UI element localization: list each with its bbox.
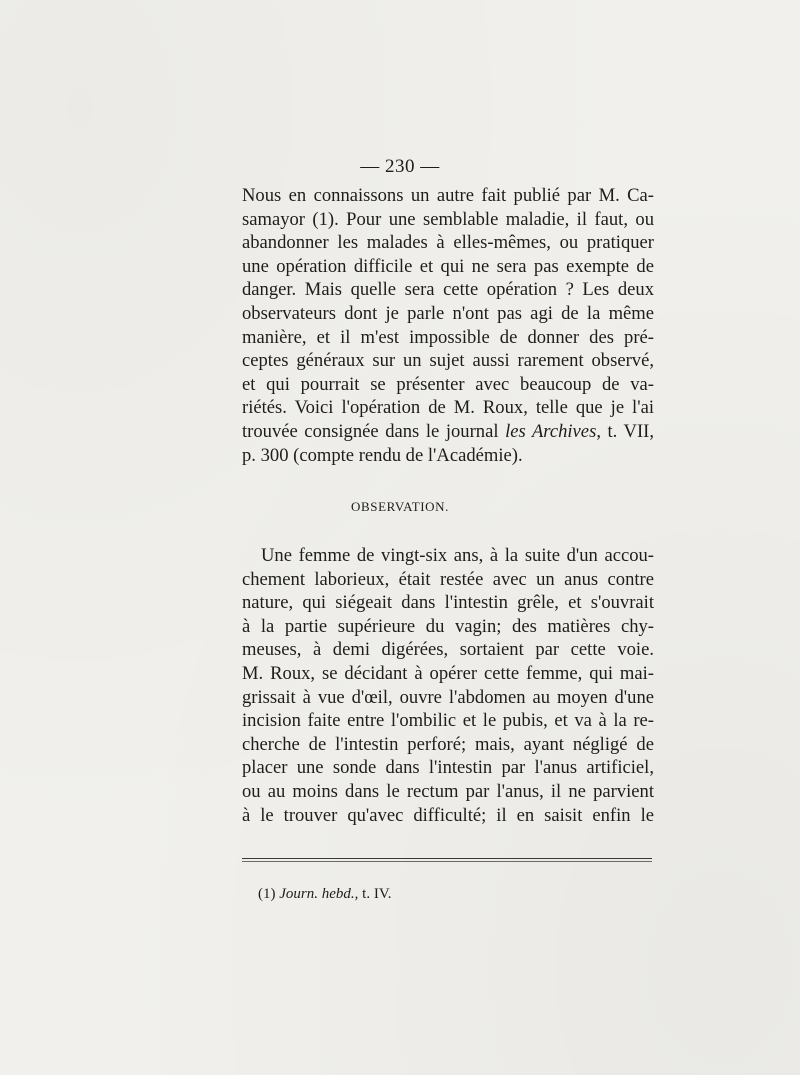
journal-title: les Archives [505,420,597,442]
text-line: incision faite entre l'ombilic et le pubis, et va à la re- [242,710,654,732]
text-line: placer une sonde dans l'intestin par l'anus artificiel, [242,757,654,779]
text-line: chement laborieux, était restée avec un anus contre [242,568,654,590]
text-line: observateurs dont je parle n'ont pas agi de la même [242,302,654,324]
text-line-journal-reference [242,420,654,444]
text-line: samayor (1). Pour une semblable maladie, il faut, ou [242,208,654,230]
text-line: riétés. Voici l'opération de M. Roux, telle que je l'ai [242,397,654,419]
text-line: manière, et il m'est impossible de donner des pré- [242,326,654,348]
footnote-marker: (1) [258,886,280,902]
text-line: et qui pourrait se présenter avec beaucoup de va- [242,373,654,395]
text-line: p. 300 (compte rendu de l'Académie). [242,444,523,466]
text-line: à le trouver qu'avec difficulté; il en saisit enfin le [242,804,654,826]
page-number: — 230 — [360,156,440,177]
text-line: ou au moins dans le rectum par l'anus, il ne parvient [242,780,654,802]
footnote-journal: Journ. hebd. [279,886,355,902]
text-line: une opération difficile et qui ne sera pas exempte de [242,255,654,277]
text-line: grissait à vue d'œil, ouvre l'abdomen au moyen d'une [242,686,654,708]
footnote [258,886,391,903]
footnote-divider-thin [242,861,652,862]
text-line: ceptes généraux sur un sujet aussi rarement observé, [242,350,654,372]
paragraph-1 [242,184,654,467]
text-line: Une femme de vingt-six ans, à la suite d'un accou- [261,545,654,566]
text-line: Nous en connaissons un autre fait publié par M. Ca- [242,185,654,206]
text-line: M. Roux, se décidant à opérer cette femme, qui mai- [242,662,654,684]
footnote-divider [242,858,652,859]
text-segment: trouvée consignée dans le journal [242,420,506,442]
section-heading: OBSERVATION. [350,499,450,514]
text-line: meuses, à demi digérées, sortaient par cette voie. [242,639,654,661]
text-line: nature, qui siégeait dans l'intestin grêle, et s'ouvrait [242,592,654,614]
text-line: cherche de l'intestin perforé; mais, ayant négligé de [242,733,654,755]
text-line: à la partie supérieure du vagin; des matières chy- [242,615,654,637]
text-line: danger. Mais quelle sera cette opération ? Les deux [242,279,654,301]
paragraph-2 [242,544,654,827]
text-segment: , t. VII, [596,420,655,442]
text-line: abandonner les malades à elles-mêmes, ou pratiquer [242,232,654,254]
footnote-rest: , t. IV. [354,886,392,902]
